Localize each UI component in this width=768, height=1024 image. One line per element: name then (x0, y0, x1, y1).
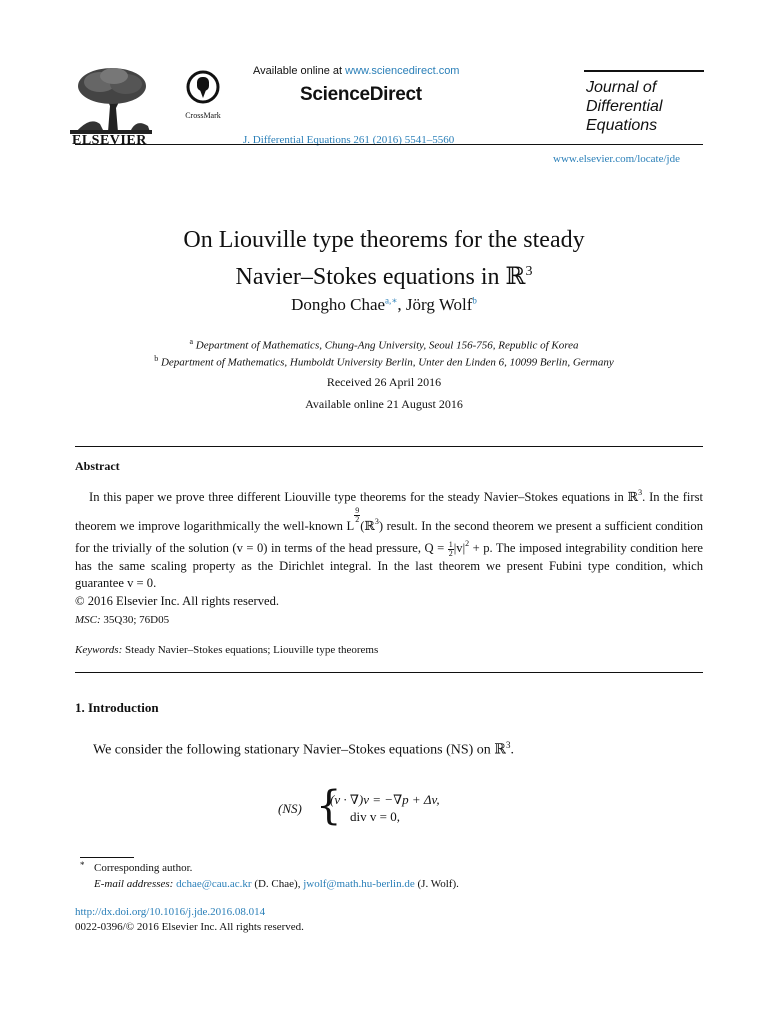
keywords-value: Steady Navier–Stokes equations; Liouville type theorems (122, 644, 379, 656)
msc-codes (75, 614, 169, 626)
email-link-wolf[interactable]: jwolf@math.hu-berlin.de (303, 878, 415, 890)
online-date: Available online 21 August 2016 (305, 397, 463, 411)
footnote-star: * (80, 860, 85, 870)
affiliation-a (0, 337, 768, 352)
author-list (0, 295, 768, 315)
sciencedirect-wordmark: ScienceDirect (300, 84, 422, 105)
email-label: E-mail addresses: (94, 878, 174, 890)
intro-text-end: . (510, 742, 514, 758)
abstract-text-3: (ℝ (360, 518, 375, 533)
journal-title-rule (584, 70, 704, 72)
navier-stokes-equation (278, 783, 538, 830)
paper-title-sup: 3 (525, 264, 533, 279)
journal-title-line1: Journal of (586, 79, 657, 96)
affiliation-a-mark: a (189, 337, 194, 346)
paper-title-line2 (0, 256, 768, 293)
keywords (75, 644, 378, 656)
footnote-corresponding-text: Corresponding author. (94, 862, 193, 874)
affiliation-b (0, 354, 768, 369)
sciencedirect-link[interactable]: www.sciencedirect.com (345, 65, 460, 77)
crossmark-icon (186, 70, 220, 104)
journal-homepage-link[interactable]: www.elsevier.com/locate/jde (553, 153, 680, 165)
q-fraction-num: 1 (448, 539, 453, 549)
msc-value: 35Q30; 76D05 (100, 614, 170, 626)
equation-brace: { (316, 783, 342, 829)
crossmark-label: CrossMark (185, 111, 221, 120)
keywords-label: Keywords: (75, 644, 123, 656)
journal-title-line2: Differential (586, 98, 663, 115)
header-divider (75, 144, 703, 145)
journal-citation[interactable]: J. Differential Equations 261 (2016) 5541–5560 (243, 134, 455, 146)
author-chae: Dongho Chae (291, 295, 386, 314)
paper-title-line1: On Liouville type theorems for the steady (183, 227, 585, 253)
equation-line2: div v = 0, (350, 809, 400, 824)
affiliation-b-mark: b (154, 354, 159, 363)
author-separator: , (397, 295, 406, 314)
equation-label: (NS) (278, 801, 302, 816)
intro-sup: 3 (505, 740, 511, 750)
section-heading-introduction: 1. Introduction (75, 700, 159, 715)
elsevier-wordmark: ELSEVIER (72, 133, 147, 148)
issn-copyright: 0022-0396/© 2016 Elsevier Inc. All rights reserved. (75, 921, 304, 933)
equation-line1: (v · ∇)v = −∇p + Δv, (330, 792, 440, 807)
email-wolf-name: (J. Wolf). (414, 878, 459, 890)
intro-paragraph (93, 740, 514, 759)
footnote-corresponding (80, 862, 192, 874)
abstract-top-divider (75, 446, 703, 447)
footnote-divider (80, 857, 134, 858)
received-date: Received 26 April 2016 (326, 375, 442, 389)
paper-title-line2-text: Navier–Stokes equations in ℝ (235, 264, 526, 290)
abstract-text-6: + p. The imposed integrability condition here has the same scaling property as the Dirichlet integral. In the last theorem we present Fubini type condition, which guarantee v = 0. (75, 541, 703, 591)
abstract-sup-1: 3 (638, 488, 643, 497)
crossmark-badge[interactable] (180, 70, 226, 120)
abstract-text-4: ) result. In the second theorem we present a sufficient condition for the trivially of the solution (v = 0) in terms of the head pressure, Q = (75, 518, 703, 555)
q-fraction-den: 2 (448, 548, 453, 558)
abstract-copyright: © 2016 Elsevier Inc. All rights reserved. (75, 593, 280, 608)
email-link-chae[interactable]: dchae@cau.ac.kr (176, 878, 252, 890)
abstract-body (75, 484, 703, 610)
journal-title (586, 78, 662, 135)
author-chae-marks[interactable]: a,∗ (385, 295, 398, 306)
abstract-text-1: In this paper we prove three different Liouville type theorems for the steady Navier–Stokes equations in ℝ (89, 490, 639, 504)
abstract-text-5: |v| (453, 541, 466, 555)
abstract-sup-3: 3 (374, 516, 379, 526)
abstract-bottom-divider (75, 672, 703, 673)
msc-label: MSC: (75, 614, 101, 626)
doi-link[interactable]: http://dx.doi.org/10.1016/j.jde.2016.08.014 (75, 906, 266, 918)
abstract-text-2: . In the first theorem we improve logarithmically the well-known L (75, 490, 703, 533)
author-wolf: Jörg Wolf (405, 295, 473, 314)
journal-title-line3: Equations (586, 117, 658, 134)
abstract-heading: Abstract (75, 459, 120, 473)
intro-text: We consider the following stationary Navier–Stokes equations (NS) on ℝ (93, 742, 506, 758)
affiliation-b-text: Department of Mathematics, Humboldt University Berlin, Unter den Linden 6, 10099 Berlin, Germany (160, 356, 614, 369)
paper-title (0, 224, 768, 293)
affiliation-a-text: Department of Mathematics, Chung-Ang University, Seoul 156-756, Republic of Korea (195, 339, 579, 352)
author-wolf-marks[interactable]: b (472, 295, 477, 306)
email-chae-name: (D. Chae), (251, 878, 304, 890)
available-prefix: Available online at (253, 65, 346, 77)
abstract-sup-5: 2 (465, 539, 470, 548)
footnote-emails (94, 878, 459, 890)
elsevier-tree-logo (70, 66, 152, 134)
available-online-line (253, 65, 459, 77)
l-exponent-num: 9 (355, 505, 360, 515)
l-exponent-den: 2 (355, 514, 360, 524)
